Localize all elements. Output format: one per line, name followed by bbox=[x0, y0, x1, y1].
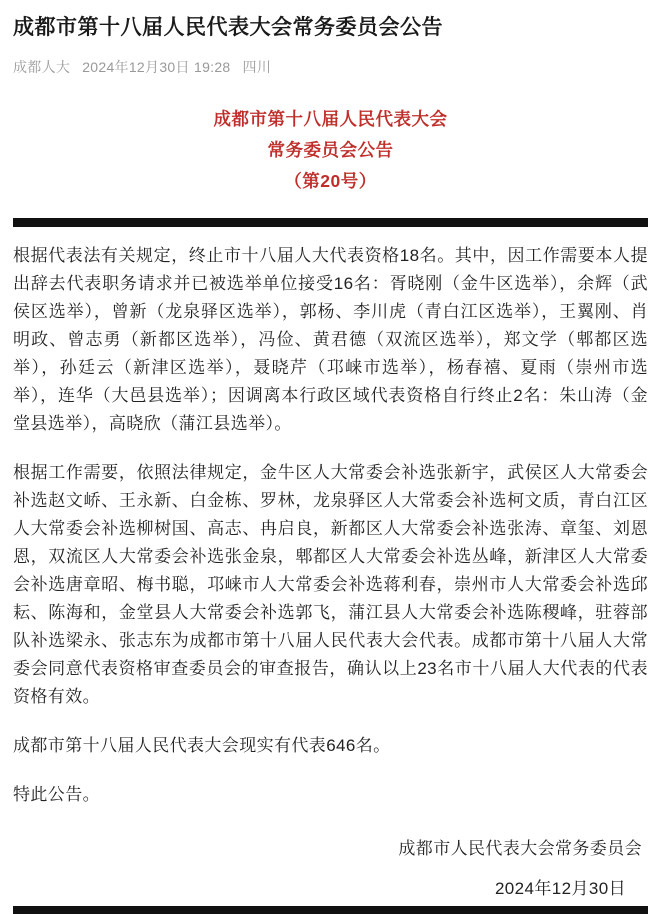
paragraph-byelections: 根据工作需要，依照法律规定，金牛区人大常委会补选张新宇，武侯区人大常委会补选赵文峤、王永新、白金栋、罗林，龙泉驿区人大常委会补选柯文质，青白江区人大常委会补选柳树国、高志、冉启良，新都区人大常委会补选张涛、章玺、刘恩恩，双流区人大常委会补选张金泉，郫都区人大常委会补选丛峰，新津区人大常委会补选唐章昭、梅书聪，邛崃市人大常委会补选蒋利春，崇州市人大常委会补选邱耘、陈海和，金堂县人大常委会补选郭飞，蒲江县人大常委会补选陈稷峰，驻蓉部队补选梁永、张志东为成都市第十八届人民代表大会代表。成都市第十八届人大常委会同意代表资格审查委员会的审查报告，确认以上23名市十八届人大代表的代表资格有效。 bbox=[13, 463, 648, 707]
signature-block bbox=[13, 835, 648, 903]
bottom-divider-bar bbox=[13, 906, 648, 914]
top-divider-bar bbox=[13, 218, 648, 227]
notice-heading bbox=[13, 104, 648, 197]
signature-org: 成都市人民代表大会常务委员会 bbox=[398, 839, 642, 859]
article-meta bbox=[13, 57, 648, 77]
meta-datetime: 2024年12月30日 19:28 bbox=[82, 59, 231, 76]
notice-heading-line3: （第20号） bbox=[284, 171, 377, 192]
meta-source-link[interactable]: 成都人大 bbox=[13, 59, 71, 76]
paragraph-current-count: 成都市第十八届人民代表大会现实有代表646名。 bbox=[13, 736, 391, 756]
notice-heading-line2: 常务委员会公告 bbox=[267, 140, 394, 161]
signature-date: 2024年12月30日 bbox=[494, 879, 626, 899]
page-title: 成都市第十八届人民代表大会常务委员会公告 bbox=[13, 16, 443, 39]
paragraph-terminations: 根据代表法有关规定，终止市十八届人大代表资格18名。其中，因工作需要本人提出辞去代表职务请求并已被选举单位接受16名：胥晓刚（金牛区选举），余辉（武侯区选举），曾新（龙泉驿区选举），郭杨、李川虎（青白江区选举），王翼刚、肖明政、曾志勇（新都区选举），冯俭、黄君德（双流区选举），郑文学（郫都区选举），孙廷云（新津区选举），聂晓芹（邛崃市选举），杨春禧、夏雨（崇州市选举），连华（大邑县选举）；因调离本行政区域代表资格自行终止2名：朱山涛（金堂县选举），高晓欣（蒲江县选举）。 bbox=[13, 246, 648, 434]
meta-region: 四川 bbox=[242, 59, 272, 76]
article-body bbox=[13, 242, 648, 809]
notice-heading-line1: 成都市第十八届人民代表大会 bbox=[213, 109, 448, 130]
paragraph-closing: 特此公告。 bbox=[13, 785, 100, 805]
